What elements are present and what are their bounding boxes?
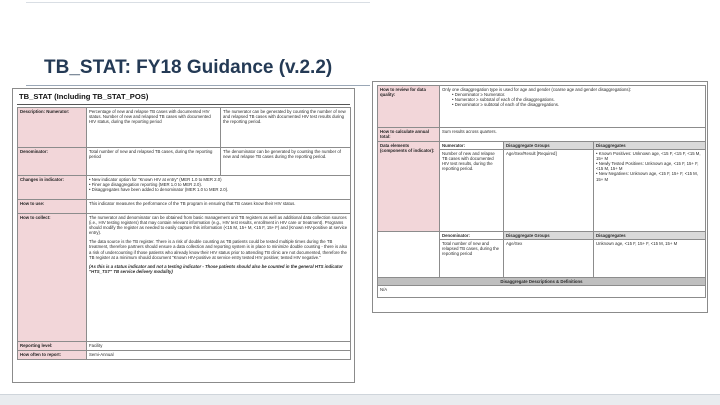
list-item: • Known Positives: Unknown age, <15 F, <15 F, <15 M, 15+ M [596,151,703,161]
panel-heading: TB_STAT (Including TB_STAT_POS) [19,92,149,101]
column-header: Disaggregates [594,232,706,240]
footer-band [0,395,720,405]
numerator-description: Number of new and relapse TB cases with documented HIV test results, during the reporting period. [440,150,504,232]
table-row [378,86,706,128]
numerator-description: Percentage of new and relapse TB cases with documented HIV status. Number of new and relapsed TB cases with documented HIV status, during the reporting period [87,108,221,148]
table-row [18,200,351,214]
row-label: How to collect: [18,214,87,342]
definitions-value: N/A [378,286,706,298]
table-row [18,214,351,342]
collect-paragraph: The data source is the TB register. There is a risk of double counting as TB patients could be tested multiple times during the TB treatment, therefore partners should ensure a data collection and reporting system is in place to minimize double counting - there is also a risk of undercounting if those patients who already know their HIV status prior to attending TB clinic are not documented, therefore the TB register at a minimum should document "Known HIV-positive at service entry tested HIV positive; tested HIV negative." [89,239,348,260]
denominator-description: Total number of new and relapsed TB cases, during the reporting period [440,240,504,278]
denominator-label: Denominator: [440,232,504,240]
denominator-disaggregates: Unknown age, <15 F, 15+ F, <15 M, 15+ M [594,240,706,278]
definitions-header: Disaggregate Descriptions & Definitions [378,278,706,286]
row-label: Reporting level: [18,342,87,351]
table-row [378,142,706,150]
row-label: How often to report: [18,351,87,360]
numerator-disaggregates [594,150,706,232]
changes-list [87,176,351,200]
column-header: Disaggregates [594,142,706,150]
list-item: • Denominator ≥ subtotal of each of the disaggregations. [452,102,703,107]
row-label: Denominator: [18,148,87,176]
list-item: • New indicator option for "Known HIV at entry" (MER 1.0 to MER 2.0) [89,177,348,182]
list-item: • Numerator ≥ subtotal of each of the disaggregations. [452,97,703,102]
definition-table [17,107,351,360]
numerator-label: Numerator: [440,142,504,150]
panel-heading-rule [17,104,350,105]
slide-title: TB_STAT: FY18 Guidance (v.2.2) [44,57,333,78]
how-to-collect-text [87,214,351,342]
table-row [378,286,706,298]
collect-paragraph: The numerator and denominator can be obtained from basic management unit TB registers as well as additional data collection sources (i.e., HIV testing registers) that may contain relevant information (e.g., HIV test results, enrollment in HIV care or treatment). Programs should modify the register as needed to easily capture this information (<15 M, 15+ M, <15 F, 15+ F) and (Known HIV-positive at service entry). [89,215,348,236]
table-row [378,278,706,286]
title-underline [26,85,370,86]
denominator-description: Total number of new and relapsed TB cases, during the reporting period [87,148,221,176]
numerator-group: Age/Sex/Result [Required] [504,150,594,232]
reporting-level-value: Facility [87,342,351,351]
list-item: • New Negatives: Unknown age, <15 F, 15+ F, <15 M, 15+ M [596,171,703,181]
row-label: Data elements (components of indicator): [378,142,440,232]
table-row [378,232,706,240]
calc-text: Sum results across quarters. [440,128,706,142]
table-row [18,342,351,351]
row-label: Changes in indicator: [18,176,87,200]
how-to-use-text: This indicator measures the performance of the TB program in ensuring that TB cases know their HIV status. [87,200,351,214]
list-item: • Finer age disaggregation reporting (MER 1.0 to MER 2.0). [89,182,348,187]
review-content [440,86,706,128]
data-elements-table [377,85,706,298]
row-label: How to use: [18,200,87,214]
table-row [18,148,351,176]
table-row [18,176,351,200]
row-label: How to review for data quality: [378,86,440,128]
denominator-method: The denominator can be generated by counting the number of new and relapse TB cases during the reporting period. [221,148,351,176]
denominator-group: Age/Sex [504,240,594,278]
row-label: How to calculate annual total: [378,128,440,142]
table-row [18,108,351,148]
table-row [18,351,351,360]
column-header: Disaggregate Groups [504,232,594,240]
tb-stat-definition-panel [12,88,355,383]
report-frequency-value: Semi-Annual [87,351,351,360]
numerator-method: The numerator can be generated by counting the number of new and relapsed TB cases with documented HIV test results during the reporting period. [221,108,351,148]
table-row [378,128,706,142]
data-quality-panel [372,81,708,313]
column-header: Disaggregate Groups [504,142,594,150]
empty-cell [378,232,440,278]
collect-note: (As this is a status indicator and not a testing indicator - Those patients should also be counted in the general HTS indicator "HTS_TST" TB service delivery modality) [89,263,343,274]
row-label: Description: Numerator: [18,108,87,148]
list-item: • Newly Tested Positives: Unknown age, <15 F, 15+ F, <15 M, 15+ M [596,161,703,171]
list-item: • Denominator ≥ Numerator. [452,92,703,97]
top-rule [26,2,370,3]
review-intro: Only one disaggregation type is used for age and gender (coarse age and gender disaggregations): [442,87,632,92]
list-item: • Disaggregates have been added to denominator (MER 1.0 to MER 2.0). [89,187,348,192]
